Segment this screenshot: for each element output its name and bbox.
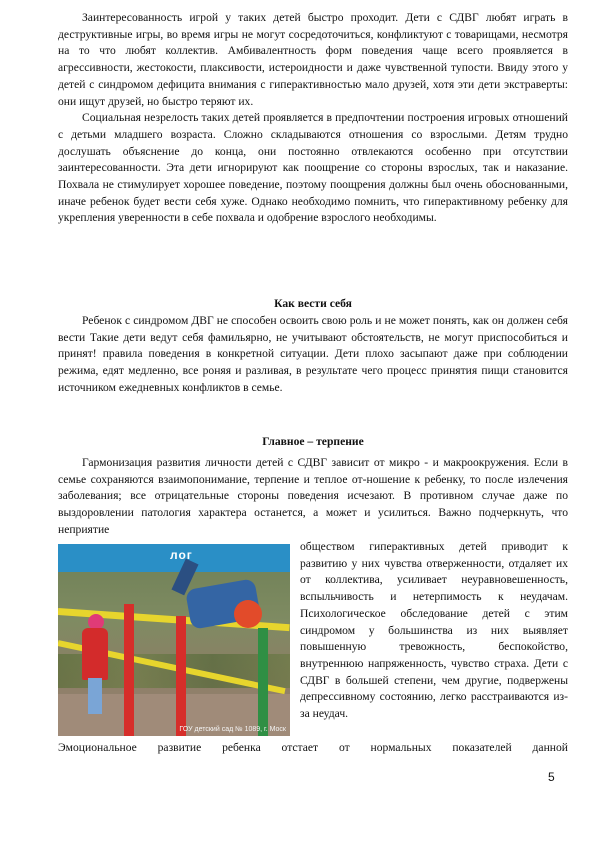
paragraph-1: Заинтересованность игрой у таких детей быстро проходит. Дети с СДВГ любят играть в деструктивные игры, во время игры не могут сосредоточиться, конфликтуют с товарищами, несмотря на то что любят коллектив. Амбивалентность форм поведения чаще всего проявляется в агрессивности, жестокости, плаксивости, истероидности и даже чувственной тупости. Ввиду этого у детей с синдромом дефицита внимания с гиперактивностью мало друзей, хотя эти дети экстраверты: они ищут друзей, но быстро теряют их. (58, 11, 568, 108)
paragraph-4-tail: Эмоциональное развитие ребенка отстает от нормальных показателей данной (58, 741, 568, 754)
paragraph-3: Ребенок с синдромом ДВГ не способен освоить свою роль и не может понять, как он должен себя вести Такие дети ведут себя фамильярно, не учитывают обстоятельств, не могут приспособиться и принят! правила поведения в конкретной ситуации. Дети плохо засыпают даже при соблюдении режима, едят медленно, все роняя и разливая, в результате чего процесс принятия пищи становится источником ежедневных конфликтов в семье. (58, 314, 568, 394)
paragraph-4: Гармонизация развития личности детей с СДВГ зависит от микро - и макроокружения. Если в семье сохраняются взаимопонимание, терпение и теплое от-ношение к ребенку, то после излечения заболевания; все отрицательные стороны поведения исчезают. В противном случае даже по выздоровлении патология характера останется, а может и усилиться. Важно подчеркнуть, что неприятие (58, 456, 568, 536)
photo-child-standing (80, 614, 110, 714)
wrapped-text-beside-photo: обществом гиперактивных детей приводит к развитию у них чувства отверженности, отдаляет их от коллектива, усиливает неуравновешенность, вспыльчивость и нетерпимость к неудачам. Психологическое обследование детей с этим синдромом у большинства из них выявляет повышенную тревожность, беспокойство, внутреннюю напряженность, чувство страха. Дети с СДВГ в большей степени, чем другие, подвержены депрессивному состоянию, легко расстраиваются из-за неудач. (300, 540, 568, 721)
body-text-top (58, 10, 568, 227)
page-number: 5 (548, 770, 555, 784)
photo-child-legs (88, 678, 102, 714)
photo-banner-text: лог (170, 548, 193, 562)
photo-caption: ГОУ детский сад № 1089, г. Моск (179, 726, 286, 733)
section-heading-patience: Главное – терпение (262, 435, 364, 448)
photo-child-coat (82, 628, 108, 680)
playground-photo (58, 544, 290, 736)
photo-child-red-hat (234, 600, 262, 628)
photo-child-climbing (168, 560, 278, 650)
body-text-behavior (58, 313, 568, 397)
paragraph-2: Социальная незрелость таких детей проявляется в предпочтении построения игровых отношений с детьми младшего возраста. Сложно складываются отношения со взрослыми. Детям трудно дослушать объяснение до конца, они постоянно отвлекаются особенно при отсутствии заинтересованности. Эта дети игнорируют как поощрение со стороны взрослых, так и наказание. Похвала не стимулирует хорошее поведение, поэтому поощрения должны был очень обоснованными, иначе ребенок будет вести себя хуже. Однако необходимо помнить, что гиперактивному ребенку для укрепления уверенности в себе похвала и одобрение взрослого необходимы. (58, 111, 568, 225)
section-heading-behavior: Как вести себя (274, 297, 352, 310)
photo-red-post (124, 604, 134, 736)
body-text-patience (58, 455, 568, 539)
